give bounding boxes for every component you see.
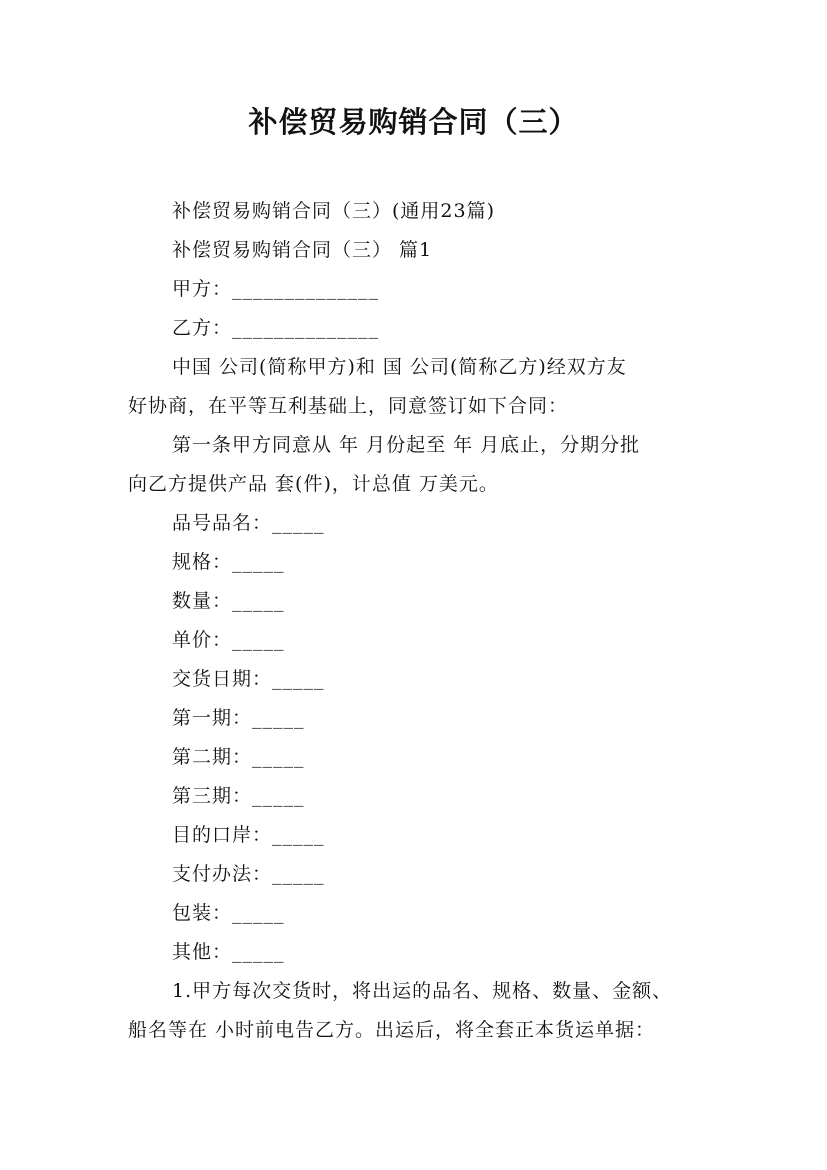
field-line: 目的口岸：_____: [172, 824, 325, 846]
field-line: 品号品名：_____: [172, 512, 325, 534]
field-line: 第二期：_____: [172, 746, 305, 768]
field-line: 其他：_____: [172, 941, 285, 963]
field-line: 第三期：_____: [172, 785, 305, 807]
field-line: 数量：_____: [172, 590, 285, 612]
document-title: 补偿贸易购销合同（三）: [248, 105, 579, 139]
field-line: 交货日期：_____: [172, 668, 325, 690]
paragraph-line: 第一条甲方同意从 年 月份起至 年 月底止，分期分批: [172, 434, 641, 456]
field-line: 支付办法：_____: [172, 863, 325, 885]
subtitle-line: 补偿贸易购销合同（三）(通用23篇): [172, 200, 496, 222]
field-line: 包装：_____: [172, 902, 285, 924]
party-b-line: 乙方：______________: [172, 317, 380, 339]
paragraph-line: 向乙方提供产品 套(件)，计总值 万美元。: [128, 473, 499, 495]
paragraph-line: 好协商，在平等互利基础上，同意签订如下合同：: [128, 395, 569, 417]
field-line: 第一期：_____: [172, 707, 305, 729]
paragraph-line: 船名等在 小时前电告乙方。出运后，将全套正本货运单据：: [128, 1019, 656, 1041]
paragraph-line: 中国 公司(简称甲方)和 国 公司(简称乙方)经双方友: [172, 356, 627, 378]
party-a-line: 甲方：______________: [172, 278, 380, 300]
field-line: 规格：_____: [172, 551, 285, 573]
section-heading: 补偿贸易购销合同（三） 篇1: [172, 239, 433, 261]
field-line: 单价：_____: [172, 629, 285, 651]
paragraph-line: 1.甲方每次交货时，将出运的品名、规格、数量、金额、: [172, 980, 673, 1002]
